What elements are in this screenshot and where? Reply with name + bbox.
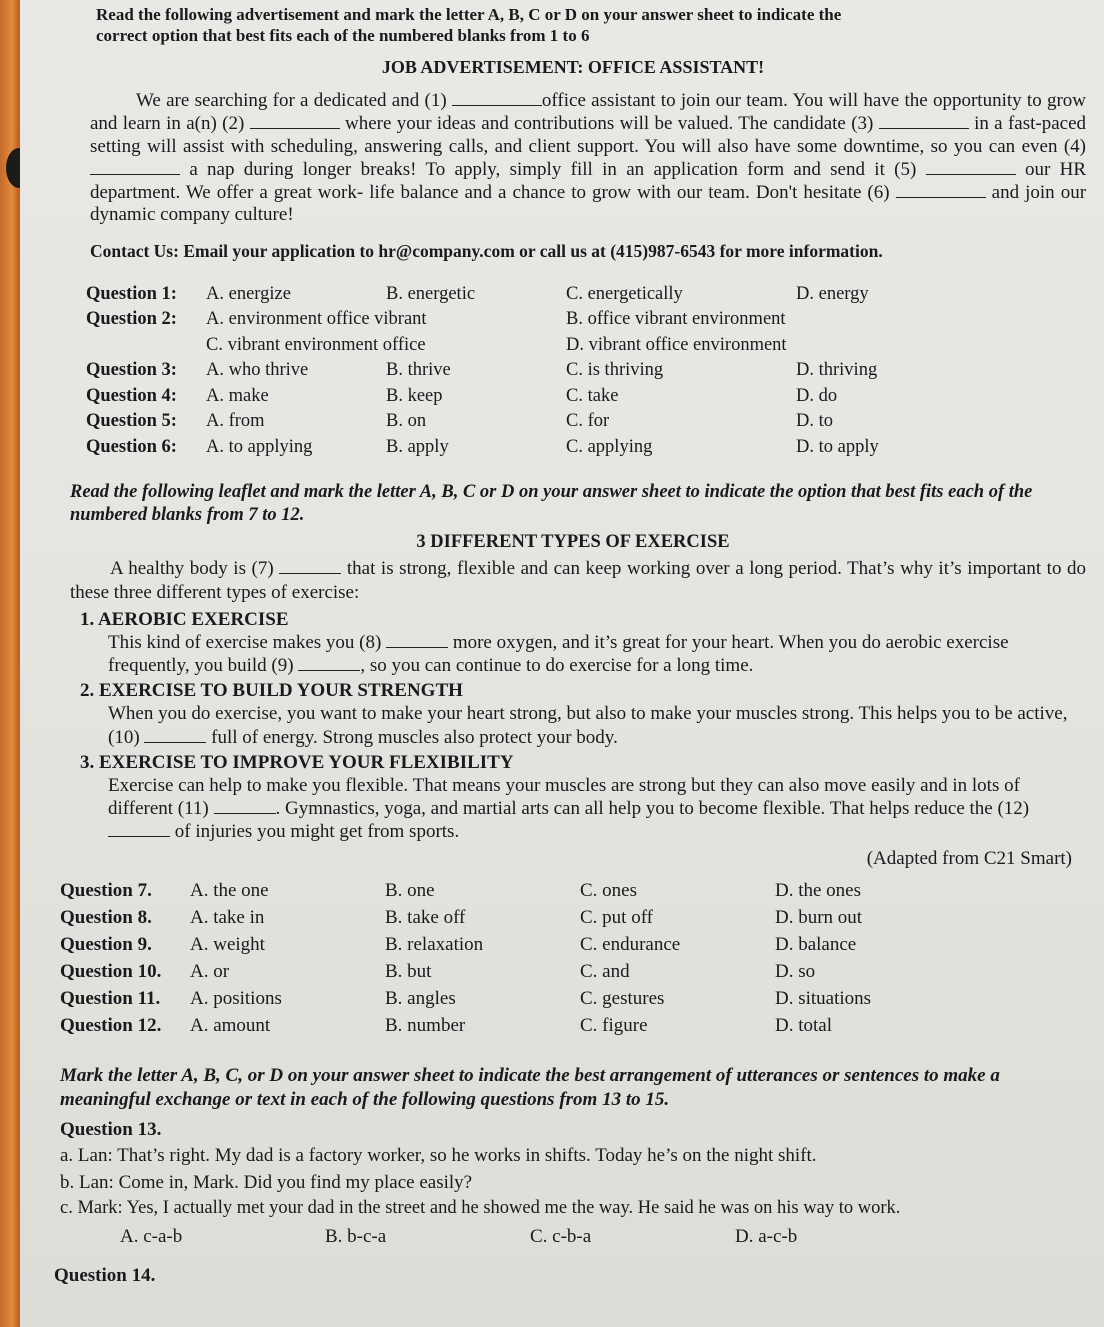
ad-contact: Contact Us: Email your application to hr@company.com or call us at (415)987-6543 for more information. [90, 241, 883, 262]
blank-6 [896, 184, 986, 198]
q13-options [120, 1225, 1086, 1248]
q9-option-a: A. weight [190, 933, 265, 955]
worksheet-page [20, 0, 1104, 1327]
q2-option-b: B. office vibrant environment [566, 309, 786, 330]
section-aerobic-body: This kind of exercise makes you (8) more oxygen, and it’s great for your heart. When you do aerobic exercise frequently, you build (9) , so you can continue to do exercise for a long time. [108, 631, 1009, 677]
q10-option-c: C. and [580, 961, 630, 983]
q9-option-c: C. endurance [580, 933, 681, 955]
q2-option-d: D. vibrant office environment [566, 334, 787, 355]
q12-label: Question 12. [60, 1015, 162, 1037]
q10-option-a: A. or [190, 961, 230, 983]
q9-option-b: B. relaxation [385, 933, 484, 955]
q3-option-b: B. thrive [386, 360, 451, 381]
q2-spacer [86, 334, 206, 357]
q13-option-b: B. b-c-a [325, 1226, 387, 1248]
q8-label: Question 8. [60, 906, 152, 928]
ad-body: We are searching for a dedicated and (1) office assistant to join our team. You will have the opportunity to grow and learn in a(n) (2) where your ideas and contributions will be valued. The candidate (3) in a fast-paced setting will assist with scheduling, answering calls, and client support. You will also have some downtime, so you can even (4) a nap during longer breaks! To apply, simply fill in an application form and send it (5) our HR department. We offer a great work- life balance and a chance to grow with our team. Don't hesitate (6) and join our dynamic company culture! [90, 90, 1087, 226]
q11-option-d: D. situations [775, 988, 872, 1010]
questions-1-6 [86, 283, 1086, 459]
q8-option-c: C. put off [580, 906, 654, 928]
q3-label: Question 3: [86, 360, 177, 381]
q2-option-a: A. environment office vibrant [206, 309, 427, 330]
section-flexibility-body: Exercise can help to make you flexible. That means your muscles are strong but they can also move easily and in lots of different (11) . Gymnastics, yoga, and martial arts can all help you to become flexible. That helps reduce the (12) of injuries you might get from sports. [108, 774, 1030, 843]
q13-line-a: a. Lan: That’s right. My dad is a factory worker, so he works in shifts. Today he’s on the night shift. [60, 1145, 817, 1167]
q4-option-a: A. make [206, 385, 269, 406]
blank-4 [90, 161, 180, 175]
q13-line-b: b. Lan: Come in, Mark. Did you find my place easily? [60, 1171, 473, 1193]
q9-option-d: D. balance [775, 933, 857, 955]
q5-option-d: D. to [796, 411, 833, 432]
q5-label: Question 5: [86, 411, 177, 432]
q7-option-d: D. the ones [775, 879, 862, 901]
blank-3 [879, 115, 969, 129]
q4-option-b: B. keep [386, 385, 443, 406]
q11-label: Question 11. [60, 988, 161, 1010]
q13-line-c: c. Mark: Yes, I actually met your dad in the street and he showed me the way. He said he was on his way to work. [60, 1197, 901, 1218]
q7-label: Question 7. [60, 879, 152, 901]
q14-label: Question 14. [54, 1265, 156, 1287]
section-strength-title: 2. EXERCISE TO BUILD YOUR STRENGTH [80, 680, 463, 702]
q6-option-a: A. to applying [206, 436, 313, 457]
section-flexibility-title: 3. EXERCISE TO IMPROVE YOUR FLEXIBILITY [80, 751, 514, 773]
orange-background-edge [0, 0, 20, 1327]
blank-11 [214, 800, 276, 814]
q5-option-c: C. for [566, 411, 610, 432]
blank-7 [279, 560, 341, 574]
blank-12 [108, 823, 170, 837]
q7-option-c: C. ones [580, 879, 637, 901]
q6-option-b: B. apply [386, 436, 449, 457]
q6-option-d: D. to apply [796, 436, 879, 457]
q2-label: Question 2: [86, 309, 177, 330]
q7-option-a: A. the one [190, 879, 269, 901]
blank-2 [250, 115, 340, 129]
q8-option-d: D. burn out [775, 906, 863, 928]
q1-option-b: B. energetic [386, 283, 476, 304]
blank-8 [386, 634, 448, 648]
q6-option-c: C. applying [566, 436, 653, 457]
q12-option-d: D. total [775, 1015, 832, 1037]
q5-option-b: B. on [386, 411, 427, 432]
q13-option-c: C. c-b-a [530, 1226, 592, 1248]
q12-option-a: A. amount [190, 1015, 271, 1037]
q1-option-c: C. energetically [566, 283, 683, 304]
q1-label: Question 1: [86, 283, 177, 304]
q13-option-d: D. a-c-b [735, 1226, 798, 1248]
blank-5 [926, 161, 1016, 175]
leaflet-instruction: Read the following leaflet and mark the letter A, B, C or D on your answer sheet to indicate the option that best fits each of the numbered blanks from 7 to 12. [70, 481, 1033, 525]
blank-9 [298, 657, 360, 671]
section-aerobic-title: 1. AEROBIC EXERCISE [80, 608, 289, 630]
q12-option-b: B. number [385, 1015, 466, 1037]
q1-option-d: D. energy [796, 283, 869, 304]
q11-option-c: C. gestures [580, 988, 665, 1010]
section-strength-body: When you do exercise, you want to make your heart strong, but also to make your muscles strong. This helps you to be active, (10) full of energy. Strong muscles also protect your body. [108, 703, 1068, 748]
q7-option-b: B. one [385, 879, 435, 901]
q13-label: Question 13. [60, 1119, 162, 1141]
q4-option-d: D. do [796, 385, 838, 406]
q3-option-a: A. who thrive [206, 360, 309, 381]
arrangement-instruction: Mark the letter A, B, C, or D on your answer sheet to indicate the best arrangement of utterances or sentences to make a meaningful exchange or text in each of the following questions from 13 to 15. [60, 1064, 1000, 1110]
leaflet-intro: A healthy body is (7) that is strong, flexible and can keep working over a long period. That’s why it’s important to do these three different types of exercise: [70, 558, 1087, 603]
q4-option-c: C. take [566, 385, 619, 406]
q1-option-a: A. energize [206, 283, 291, 304]
q3-option-d: D. thriving [796, 360, 878, 381]
q12-option-c: C. figure [580, 1015, 648, 1037]
q10-label: Question 10. [60, 961, 162, 983]
q5-option-a: A. from [206, 411, 265, 432]
leaflet-source: (Adapted from C21 Smart) [866, 848, 1072, 870]
q8-option-b: B. take off [385, 906, 466, 928]
q11-option-b: B. angles [385, 988, 456, 1010]
q8-option-a: A. take in [190, 906, 265, 928]
q10-option-d: D. so [775, 961, 816, 983]
q11-option-a: A. positions [190, 988, 282, 1010]
q3-option-c: C. is thriving [566, 360, 664, 381]
q2-option-c: C. vibrant environment office [206, 334, 426, 355]
q9-label: Question 9. [60, 933, 152, 955]
questions-7-12 [60, 879, 1086, 1038]
blank-1 [452, 92, 542, 106]
q13-option-a: A. c-a-b [120, 1226, 183, 1248]
leaflet-title: 3 DIFFERENT TYPES OF EXERCISE [416, 531, 730, 552]
ad-title: JOB ADVERTISEMENT: OFFICE ASSISTANT! [381, 56, 765, 77]
blank-10 [144, 729, 206, 743]
ad-instruction: Read the following advertisement and mark the letter A, B, C or D on your answer sheet to indicate the correct option that best fits each of the numbered blanks from 1 to 6 [96, 5, 842, 46]
q10-option-b: B. but [385, 961, 432, 983]
q6-label: Question 6: [86, 436, 177, 457]
q4-label: Question 4: [86, 385, 177, 406]
